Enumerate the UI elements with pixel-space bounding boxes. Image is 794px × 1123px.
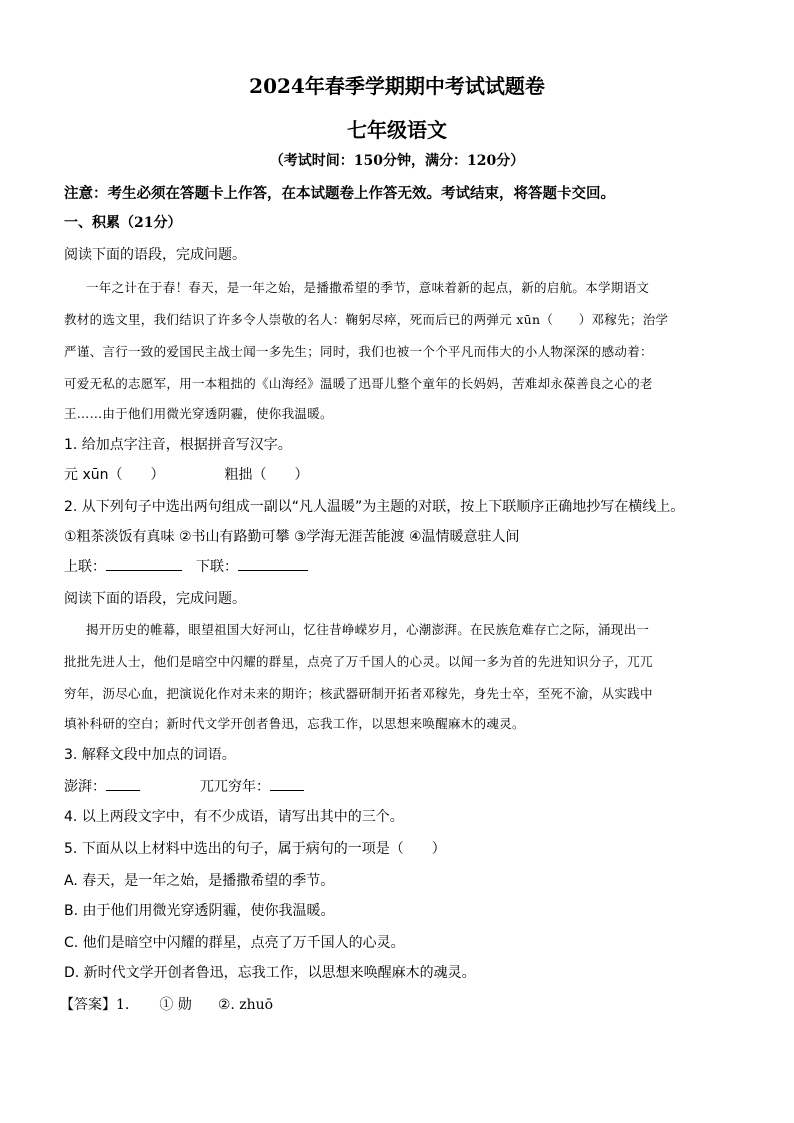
exam-info: （考试时间：150分钟，满分：120分） xyxy=(269,153,525,169)
question-2-answer-lines xyxy=(64,556,734,576)
section-heading: 一、积累（21分） xyxy=(64,215,182,231)
q5-option-b: B. 由于他们用微光穿透阴霾，使你我温暖。 xyxy=(64,903,335,919)
q5-option-a: A. 春天，是一年之始，是播撒希望的季节。 xyxy=(64,873,335,889)
answer-item-1: ① 勋 xyxy=(159,997,192,1013)
answer-label: 【答案】 xyxy=(60,997,116,1013)
question-5: 5. 下面从以上材料中选出的句子，属于病句的一项是（ ） xyxy=(64,841,446,857)
passage2-line: 穷年，沥尽心血，把演说化作对未来的期许；核武器研制开拓者邓稼先，身先士卒，至死不渝，从实践中 xyxy=(64,686,653,701)
question-1: 1. 给加点字注音，根据拼音写汉字。 xyxy=(64,437,292,453)
q3-item-wuwu: 兀兀穷年： xyxy=(200,779,270,795)
passage1-line: 可爱无私的志愿军，用一本粗拙的《山海经》温暖了迅哥儿整个童年的长妈妈，苦难却永葆善良之心的老 xyxy=(64,376,653,391)
q5-option-d: D. 新时代文学开创者鲁迅，忘我工作，以思想来唤醒麻木的魂灵。 xyxy=(64,965,476,981)
question-3: 3. 解释文段中加点的词语。 xyxy=(64,747,236,763)
passage1-line: 严谨、言行一致的爱国民主战士闻一多先生；同时，我们也被一个个平凡而伟大的小人物深深的感动着： xyxy=(64,344,653,359)
q3-blank-wuwu[interactable] xyxy=(270,776,304,791)
upper-couplet-label: 上联： xyxy=(64,559,106,575)
question-1-items xyxy=(64,464,734,484)
read-prompt-1: 阅读下面的语段，完成问题。 xyxy=(64,247,246,263)
read-prompt-2: 阅读下面的语段，完成问题。 xyxy=(64,591,246,607)
passage1-line: 教材的选文里，我们结识了许多令人崇敬的名人：鞠躬尽瘁，死而后已的两弹元 xūn（ ）邓稼先；治学 xyxy=(64,312,669,327)
passage1-line: 一年之计在于春！春天，是一年之始，是播撒希望的季节，意味着新的起点，新的启航。本学期语文 xyxy=(86,280,650,295)
answer-line xyxy=(60,994,730,1014)
lower-couplet-label: 下联： xyxy=(196,559,238,575)
q1-item-xun: 元 xūn（ ） xyxy=(64,467,165,483)
passage2-line: 批批先进人士，他们是暗空中闪耀的群星，点亮了万千国人的心灵。以闻一多为首的先进知识分子，兀兀 xyxy=(64,654,653,669)
notice: 注意：考生必须在答题卡上作答，在本试题卷上作答无效。考试结束，将答题卡交回。 xyxy=(64,185,615,202)
exam-title: 2024年春季学期期中考试试题卷 xyxy=(249,74,545,98)
q3-item-pengpai: 澎湃： xyxy=(64,779,106,795)
exam-subject: 七年级语文 xyxy=(347,118,447,142)
question-4: 4. 以上两段文字中，有不少成语，请写出其中的三个。 xyxy=(64,809,404,825)
upper-couplet-blank[interactable] xyxy=(106,556,182,571)
lower-couplet-blank[interactable] xyxy=(238,556,308,571)
answer-number: 1. xyxy=(116,997,130,1013)
passage1-line: 王……由于他们用微光穿透阴霾，使你我温暖。 xyxy=(64,406,333,421)
question-2-options: ①粗茶淡饭有真味 ②书山有路勤可攀 ③学海无涯苦能渡 ④温情暖意驻人间 xyxy=(64,529,520,545)
answer-item-2: ②. zhuō xyxy=(217,997,274,1013)
passage2-line: 填补科研的空白；新时代文学开创者鲁迅，忘我工作，以思想来唤醒麻木的魂灵。 xyxy=(64,716,525,731)
question-3-items xyxy=(64,776,734,796)
q3-blank-pengpai[interactable] xyxy=(106,776,140,791)
question-2: 2. 从下列句子中选出两句组成一副以“凡人温暖”为主题的对联，按上下联顺序正确地抄写在横线上。 xyxy=(64,499,685,515)
passage2-line: 揭开历史的帷幕，眼望祖国大好河山，忆往昔峥嵘岁月，心潮澎湃。在民族危难存亡之际，涌现出一 xyxy=(86,622,650,637)
q1-item-cuzhuo: 粗拙（ ） xyxy=(224,467,309,483)
q5-option-c: C. 他们是暗空中闪耀的群星，点亮了万千国人的心灵。 xyxy=(64,935,405,951)
